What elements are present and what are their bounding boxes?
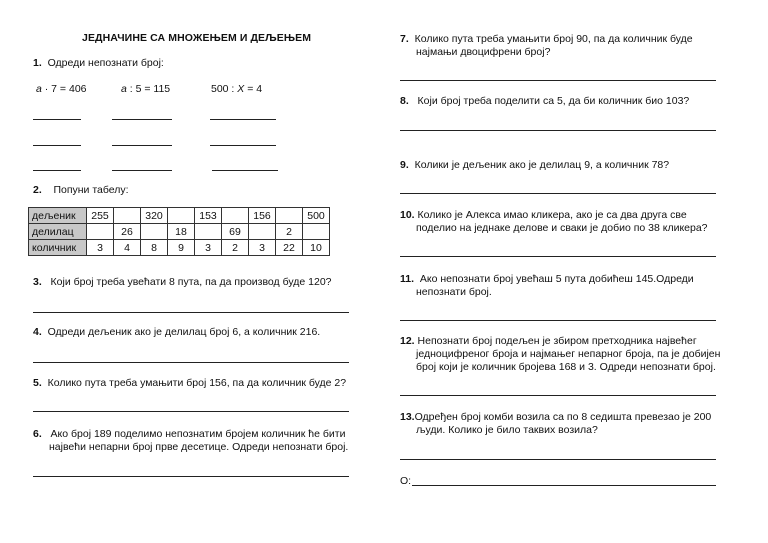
question-5 xyxy=(33,377,346,389)
question-9 xyxy=(400,159,669,171)
question-12 xyxy=(400,335,697,347)
question-1 xyxy=(33,57,164,69)
table-cell[interactable] xyxy=(114,208,141,224)
question-12-line-2: једноцифреног броја и најмањег непарног броја, па је добијен xyxy=(416,348,721,360)
answer-line[interactable] xyxy=(112,170,172,171)
answer-line[interactable] xyxy=(33,411,349,412)
answer-label: О: xyxy=(400,475,412,487)
question-number: 11. xyxy=(400,273,415,285)
question-number: 12. xyxy=(400,335,415,347)
answer-line[interactable] xyxy=(400,459,716,460)
answer-line[interactable] xyxy=(33,362,349,363)
question-number: 3. xyxy=(33,276,42,288)
answer-line[interactable] xyxy=(33,170,81,171)
question-8 xyxy=(400,95,689,107)
table-cell[interactable]: 26 xyxy=(114,224,141,240)
equation-3 xyxy=(211,83,262,95)
page-title: ЈЕДНАЧИНЕ СА МНОЖЕЊЕМ И ДЕЉЕЊЕМ xyxy=(82,32,312,44)
table-cell[interactable]: 153 xyxy=(195,208,222,224)
table-cell[interactable]: 3 xyxy=(195,240,222,256)
answer-line[interactable] xyxy=(33,145,81,146)
question-text: Ако број 189 поделимо непознатим бројем количник ће бити xyxy=(50,428,346,440)
question-2 xyxy=(33,184,129,196)
equation-rest: · 7 = 406 xyxy=(41,83,87,95)
answer-line[interactable] xyxy=(400,80,716,81)
equation-variable: a xyxy=(121,83,127,95)
answer-line[interactable] xyxy=(112,145,172,146)
table-cell[interactable] xyxy=(168,208,195,224)
equation-rest: = 4 xyxy=(244,83,263,95)
answer-line[interactable] xyxy=(412,485,716,486)
table-cell[interactable]: 4 xyxy=(114,240,141,256)
table-cell[interactable]: 255 xyxy=(87,208,114,224)
question-number: 1. xyxy=(33,57,42,69)
question-number: 4. xyxy=(33,326,42,338)
table-cell[interactable]: 320 xyxy=(141,208,168,224)
table-cell[interactable]: 69 xyxy=(222,224,249,240)
table-cell[interactable] xyxy=(87,224,114,240)
question-number: 13. xyxy=(400,411,415,423)
question-7 xyxy=(400,33,693,45)
table-cell[interactable]: 2 xyxy=(276,224,303,240)
question-6-line-2: највећи непарни број прве десетице. Одреди непознати број. xyxy=(49,441,349,453)
table-row xyxy=(29,208,330,224)
table-cell[interactable]: 18 xyxy=(168,224,195,240)
table-cell[interactable] xyxy=(249,224,276,240)
question-12-line-3: број који је количник бројева 168 и 3. Одреди непознати број. xyxy=(416,361,716,373)
table-cell[interactable]: 9 xyxy=(168,240,195,256)
equation-prefix: 500 : xyxy=(211,83,238,95)
question-3 xyxy=(33,276,332,288)
answer-line[interactable] xyxy=(400,130,716,131)
row-header: делилац xyxy=(29,224,87,240)
question-number: 10. xyxy=(400,209,415,221)
table-cell[interactable]: 22 xyxy=(276,240,303,256)
answer-line[interactable] xyxy=(400,320,716,321)
question-text: Одреди дељеник ако је делилац број 6, а количник 216. xyxy=(47,326,321,338)
answer-line[interactable] xyxy=(112,119,172,120)
answer-line[interactable] xyxy=(212,170,278,171)
question-10 xyxy=(400,209,687,221)
equation-variable: X xyxy=(237,83,245,95)
question-text: Колико је Алекса имао кликера, ако је са два друга све xyxy=(417,209,687,221)
question-text: Који број треба увећати 8 пута, па да производ буде 120? xyxy=(50,276,332,288)
equation-1 xyxy=(36,83,87,95)
question-number: 2. xyxy=(33,184,42,196)
question-text: Попуни табелу: xyxy=(53,184,129,196)
answer-line[interactable] xyxy=(400,256,716,257)
table-cell[interactable]: 156 xyxy=(249,208,276,224)
table-cell[interactable] xyxy=(141,224,168,240)
question-text: Колико пута треба умањити број 90, па да количник буде xyxy=(414,33,693,45)
answer-line[interactable] xyxy=(210,119,276,120)
answer-line[interactable] xyxy=(210,145,276,146)
question-number: 9. xyxy=(400,159,409,171)
table-row xyxy=(29,224,330,240)
question-number: 8. xyxy=(400,95,409,107)
table-cell[interactable]: 500 xyxy=(303,208,330,224)
answer-line[interactable] xyxy=(400,395,716,396)
question-7-line-2: најмањи двоцифрени број? xyxy=(416,46,551,58)
answer-line[interactable] xyxy=(33,312,349,313)
question-number: 7. xyxy=(400,33,409,45)
question-text: Колико пута треба умањити број 156, па да количник буде 2? xyxy=(47,377,347,389)
question-text: Непознати број подељен је збиром претходника највећег xyxy=(417,335,697,347)
row-header: дељеник xyxy=(29,208,87,224)
question-13 xyxy=(400,411,711,423)
question-text: Који број треба поделити са 5, да би количник био 103? xyxy=(417,95,690,107)
question-text: Ако непознати број увећаш 5 пута добићеш 145.Одреди xyxy=(419,273,694,285)
answer-line[interactable] xyxy=(33,476,349,477)
question-number: 6. xyxy=(33,428,42,440)
equation-variable: a xyxy=(36,83,42,95)
question-13-line-2: људи. Колико је било таквих возила? xyxy=(416,424,598,436)
table-cell[interactable]: 10 xyxy=(303,240,330,256)
table-cell[interactable] xyxy=(195,224,222,240)
question-text: Колики је дељеник ако је делилац 9, а количник 78? xyxy=(414,159,670,171)
table-cell[interactable] xyxy=(276,208,303,224)
question-11 xyxy=(400,273,694,285)
question-text: Одреди непознати број: xyxy=(47,57,164,69)
question-6 xyxy=(33,428,345,440)
table-row xyxy=(29,240,330,256)
fill-in-table xyxy=(28,207,330,256)
table-cell[interactable]: 8 xyxy=(141,240,168,256)
equation-2 xyxy=(121,83,170,95)
row-header: количник xyxy=(29,240,87,256)
question-11-line-2: непознати број. xyxy=(416,286,492,298)
answer-line[interactable] xyxy=(33,119,81,120)
question-number: 5. xyxy=(33,377,42,389)
table-cell[interactable]: 2 xyxy=(222,240,249,256)
question-4 xyxy=(33,326,320,338)
question-text: Одређен број комби возила са по 8 седишта превезао је 200 xyxy=(414,411,712,423)
table-cell[interactable]: 3 xyxy=(87,240,114,256)
table-cell[interactable]: 3 xyxy=(249,240,276,256)
answer-line[interactable] xyxy=(400,193,716,194)
question-10-line-2: поделио на једнаке делове и сваки је добио по 38 кликера? xyxy=(416,222,708,234)
equation-rest: : 5 = 115 xyxy=(126,83,171,95)
table-cell[interactable] xyxy=(222,208,249,224)
table-cell[interactable] xyxy=(303,224,330,240)
